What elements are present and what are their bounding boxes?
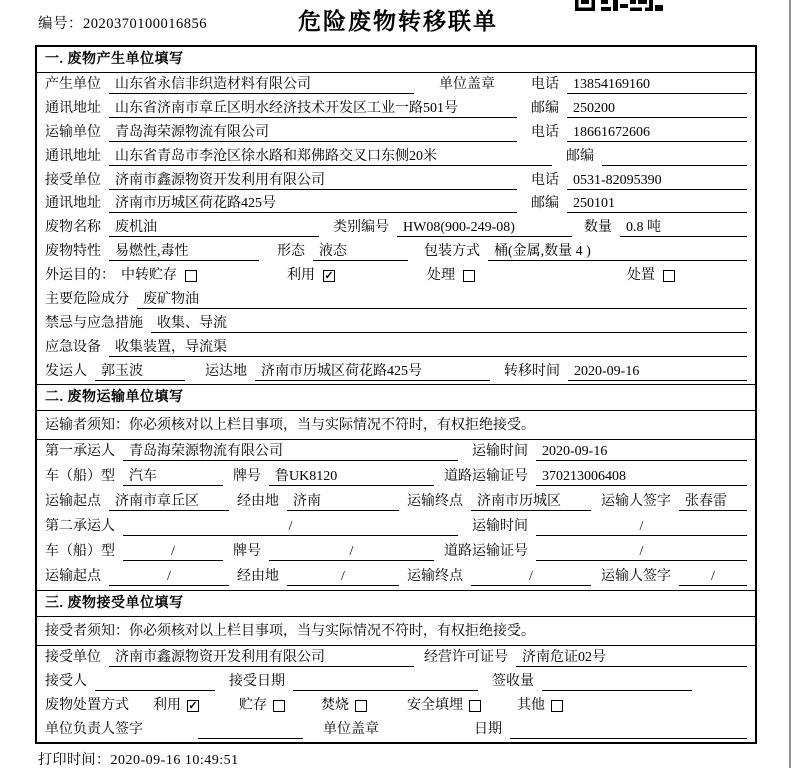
- plate-number-2-value: /: [269, 544, 434, 561]
- form-row: [37, 336, 755, 360]
- receiver-unit-label: 接受单位: [45, 172, 101, 188]
- transport-time-2-label: 运输时间: [472, 518, 528, 534]
- section-receiver: [37, 590, 755, 742]
- form-row: [37, 264, 755, 288]
- receiver-phone-value: 0531-82095390: [567, 173, 747, 190]
- section-receiver-title: 三. 废物接受单位填写: [37, 591, 755, 617]
- page-title: 危险废物转移联单: [298, 9, 498, 34]
- transport-destination-2-value: /: [471, 569, 591, 586]
- disposal-storage-label: 贮存: [239, 697, 267, 713]
- accept-unit-label: 接受单位: [45, 649, 101, 665]
- producer-postcode-label: 邮编: [531, 100, 559, 116]
- page-edge-line: [789, 0, 791, 768]
- qr-code-fragment-icon: [575, 0, 663, 11]
- disposal-incinerate-checkbox: [355, 700, 367, 712]
- waste-name-value: 废机油: [109, 216, 319, 237]
- form-row: [37, 440, 755, 465]
- form-row: [37, 360, 755, 384]
- print-time: [38, 749, 239, 768]
- document-header: [0, 0, 796, 45]
- destination-label: 运达地: [205, 363, 247, 379]
- disposal-storage-checkbox: [273, 700, 285, 712]
- section-receiver-note: 接受者须知：你必须核对以上栏目事项，当与实际情况不符时，有权拒绝接受。: [37, 617, 755, 646]
- print-time-label: 打印时间：: [38, 753, 111, 768]
- producer-postcode-value: 250200: [567, 101, 747, 118]
- destination-value: 济南市历城区荷花路425号: [255, 360, 490, 381]
- transport-origin-2-label: 运输起点: [45, 568, 101, 584]
- manifest-form: [35, 45, 757, 744]
- purpose-treat-checkbox: [463, 270, 475, 282]
- road-permit-2-value: /: [536, 544, 747, 561]
- form-row: [37, 515, 755, 540]
- disposal-other-label: 其他: [517, 697, 545, 713]
- producer-unit-value: 山东省永信非织造材料有限公司: [109, 73, 414, 94]
- receiver-phone-label: 电话: [531, 172, 559, 188]
- accept-person-label: 接受人: [45, 673, 87, 689]
- transport-postcode-label: 邮编: [566, 148, 594, 164]
- form-row: [37, 216, 755, 240]
- road-permit-2-label: 道路运输证号: [444, 543, 528, 559]
- category-code-value: HW08(900-249-08): [397, 220, 572, 237]
- producer-unit-label: 产生单位: [45, 77, 101, 92]
- plate-number-2-label: 牌号: [233, 543, 261, 559]
- purpose-dispose-label: 处置: [627, 268, 655, 284]
- accept-date-label: 接受日期: [229, 673, 285, 689]
- vehicle-type-2-value: /: [123, 544, 223, 561]
- producer-address-label: 通讯地址: [45, 100, 101, 116]
- operating-license-value: 济南危证02号: [516, 646, 747, 667]
- second-carrier-label: 第二承运人: [45, 518, 115, 534]
- producer-phone-value: 13854169160: [567, 77, 747, 94]
- serial-label: 编号：: [38, 16, 83, 32]
- form-row: [37, 97, 755, 121]
- disposal-other-checkbox: [551, 700, 563, 712]
- vehicle-type-label: 车（船）型: [45, 468, 115, 484]
- road-permit-value: 370213006408: [536, 469, 747, 486]
- consignor-value: 郭玉波: [95, 360, 185, 381]
- unit-head-signature-label: 单位负责人签字: [45, 721, 143, 737]
- transport-phone-value: 18661672606: [567, 125, 747, 142]
- producer-address-value: 山东省济南市章丘区明水经济技术开发区工业一路501号: [109, 97, 517, 118]
- unit-head-signature-value: [198, 722, 303, 739]
- form-state-value: 液态: [313, 240, 408, 261]
- form-row: [37, 565, 755, 590]
- hazard-component-label: 主要危险成分: [45, 292, 129, 308]
- plate-number-value: 鲁UK8120: [269, 465, 434, 486]
- accept-unit-value: 济南市鑫源物资开发利用有限公司: [109, 646, 414, 667]
- via-place-2-value: /: [287, 569, 399, 586]
- receiver-unit-value: 济南市鑫源物资开发利用有限公司: [109, 169, 517, 190]
- category-code-label: 类别编号: [333, 220, 389, 236]
- form-row: [37, 288, 755, 312]
- road-permit-label: 道路运输证号: [444, 468, 528, 484]
- received-quantity-label: 签收量: [492, 673, 534, 689]
- producer-phone-label: 电话: [531, 77, 559, 92]
- transport-address-value: 山东省青岛市李沧区徐水路和郑佛路交叉口东侧20米: [109, 145, 552, 166]
- quantity-value: 0.8 吨: [620, 216, 747, 237]
- quantity-label: 数量: [584, 220, 612, 236]
- section-transporter: [37, 384, 755, 590]
- transport-unit-label: 运输单位: [45, 124, 101, 140]
- transport-destination-value: 济南市历城区: [471, 490, 591, 511]
- date-value: [510, 722, 747, 739]
- purpose-treat-label: 处理: [427, 268, 455, 284]
- form-row: [37, 718, 755, 742]
- transport-destination-2-label: 运输终点: [407, 568, 463, 584]
- serial-value: 2020370100016856: [83, 16, 207, 32]
- transporter-signature-2-value: /: [679, 569, 747, 586]
- form-row: [37, 192, 755, 216]
- form-row: [37, 73, 755, 97]
- consignor-label: 发运人: [45, 363, 87, 379]
- section-producer-title: 一. 废物产生单位填写: [37, 47, 755, 73]
- section-transporter-title: 二. 废物运输单位填写: [37, 385, 755, 411]
- receiver-unit-seal-label: 单位盖章: [323, 721, 379, 737]
- emergency-equipment-label: 应急设备: [45, 339, 101, 355]
- date-label: 日期: [474, 721, 502, 737]
- purpose-utilize-checkbox: ✓: [324, 270, 334, 283]
- transport-destination-label: 运输终点: [407, 493, 463, 509]
- hazard-component-value: 废矿物油: [137, 288, 747, 309]
- outbound-purpose-label: 外运目的：: [45, 268, 115, 284]
- waste-property-value: 易燃性,毒性: [109, 240, 259, 261]
- via-place-2-label: 经由地: [237, 568, 279, 584]
- waste-name-label: 废物名称: [45, 220, 101, 236]
- section-producer: [37, 47, 755, 384]
- form-state-label: 形态: [277, 244, 305, 260]
- form-row: [37, 670, 755, 694]
- vehicle-type-2-label: 车（船）型: [45, 543, 115, 559]
- operating-license-label: 经营许可证号: [424, 649, 508, 665]
- received-quantity-value: [542, 674, 692, 691]
- accept-person-value: [95, 674, 215, 691]
- transport-phone-label: 电话: [531, 124, 559, 140]
- transfer-storage-checkbox: [185, 270, 197, 282]
- first-carrier-value: 青岛海荣源物流有限公司: [123, 440, 458, 461]
- transporter-signature-value: 张春雷: [679, 490, 747, 511]
- form-row: [37, 121, 755, 145]
- plate-number-label: 牌号: [233, 468, 261, 484]
- section-transporter-note: 运输者须知：你必须核对以上栏目事项，当与实际情况不符时，有权拒绝接受。: [37, 411, 755, 440]
- form-row: [37, 312, 755, 336]
- form-row: [37, 694, 755, 718]
- waste-property-label: 废物特性: [45, 244, 101, 260]
- purpose-utilize-label: 利用: [287, 268, 315, 284]
- vehicle-type-value: 汽车: [123, 465, 223, 486]
- unit-seal-label: 单位盖章: [439, 77, 495, 92]
- accept-date-value: [293, 674, 478, 691]
- transport-time-label: 运输时间: [472, 443, 528, 459]
- transfer-storage-label: 中转贮存: [121, 268, 177, 284]
- transporter-signature-2-label: 运输人签字: [601, 568, 671, 584]
- form-row: [37, 240, 755, 264]
- second-carrier-value: /: [123, 519, 458, 536]
- disposal-method-label: 废物处置方式: [45, 697, 129, 713]
- transport-origin-2-value: /: [109, 569, 229, 586]
- transport-time-value: 2020-09-16: [536, 444, 747, 461]
- disposal-landfill-checkbox: [469, 700, 481, 712]
- packing-method-value: 桶(金属,数量 4 ): [488, 240, 747, 261]
- transport-unit-value: 青岛海荣源物流有限公司: [109, 121, 517, 142]
- form-row: [37, 169, 755, 193]
- transporter-signature-label: 运输人签字: [601, 493, 671, 509]
- disposal-incinerate-label: 焚烧: [321, 697, 349, 713]
- form-row: [37, 646, 755, 670]
- contraindication-value: 收集、导流: [151, 312, 747, 333]
- receiver-address-label: 通讯地址: [45, 196, 101, 212]
- via-place-value: 济南: [287, 490, 399, 511]
- first-carrier-label: 第一承运人: [45, 443, 115, 459]
- purpose-dispose-checkbox: [663, 270, 675, 282]
- transport-origin-label: 运输起点: [45, 493, 101, 509]
- transport-postcode-value: [602, 149, 747, 166]
- contraindication-label: 禁忌与应急措施: [45, 315, 143, 331]
- disposal-utilize-label: 利用: [153, 697, 181, 713]
- form-row: [37, 145, 755, 169]
- via-place-label: 经由地: [237, 493, 279, 509]
- transport-address-label: 通讯地址: [45, 148, 101, 164]
- transfer-time-value: 2020-09-16: [568, 364, 747, 381]
- disposal-utilize-checkbox: ✓: [188, 699, 198, 712]
- receiver-postcode-label: 邮编: [531, 196, 559, 212]
- packing-method-label: 包装方式: [424, 244, 480, 260]
- form-row: [37, 465, 755, 490]
- transport-time-2-value: /: [536, 519, 747, 536]
- receiver-address-value: 济南市历城区荷花路425号: [109, 192, 517, 213]
- transport-origin-value: 济南市章丘区: [109, 490, 229, 511]
- disposal-landfill-label: 安全填埋: [407, 697, 463, 713]
- emergency-equipment-value: 收集装置，导流渠: [109, 336, 747, 357]
- form-row: [37, 540, 755, 565]
- form-row: [37, 490, 755, 515]
- print-time-value: 2020-09-16 10:49:51: [110, 753, 239, 768]
- transfer-time-label: 转移时间: [504, 363, 560, 379]
- receiver-postcode-value: 250101: [567, 196, 747, 213]
